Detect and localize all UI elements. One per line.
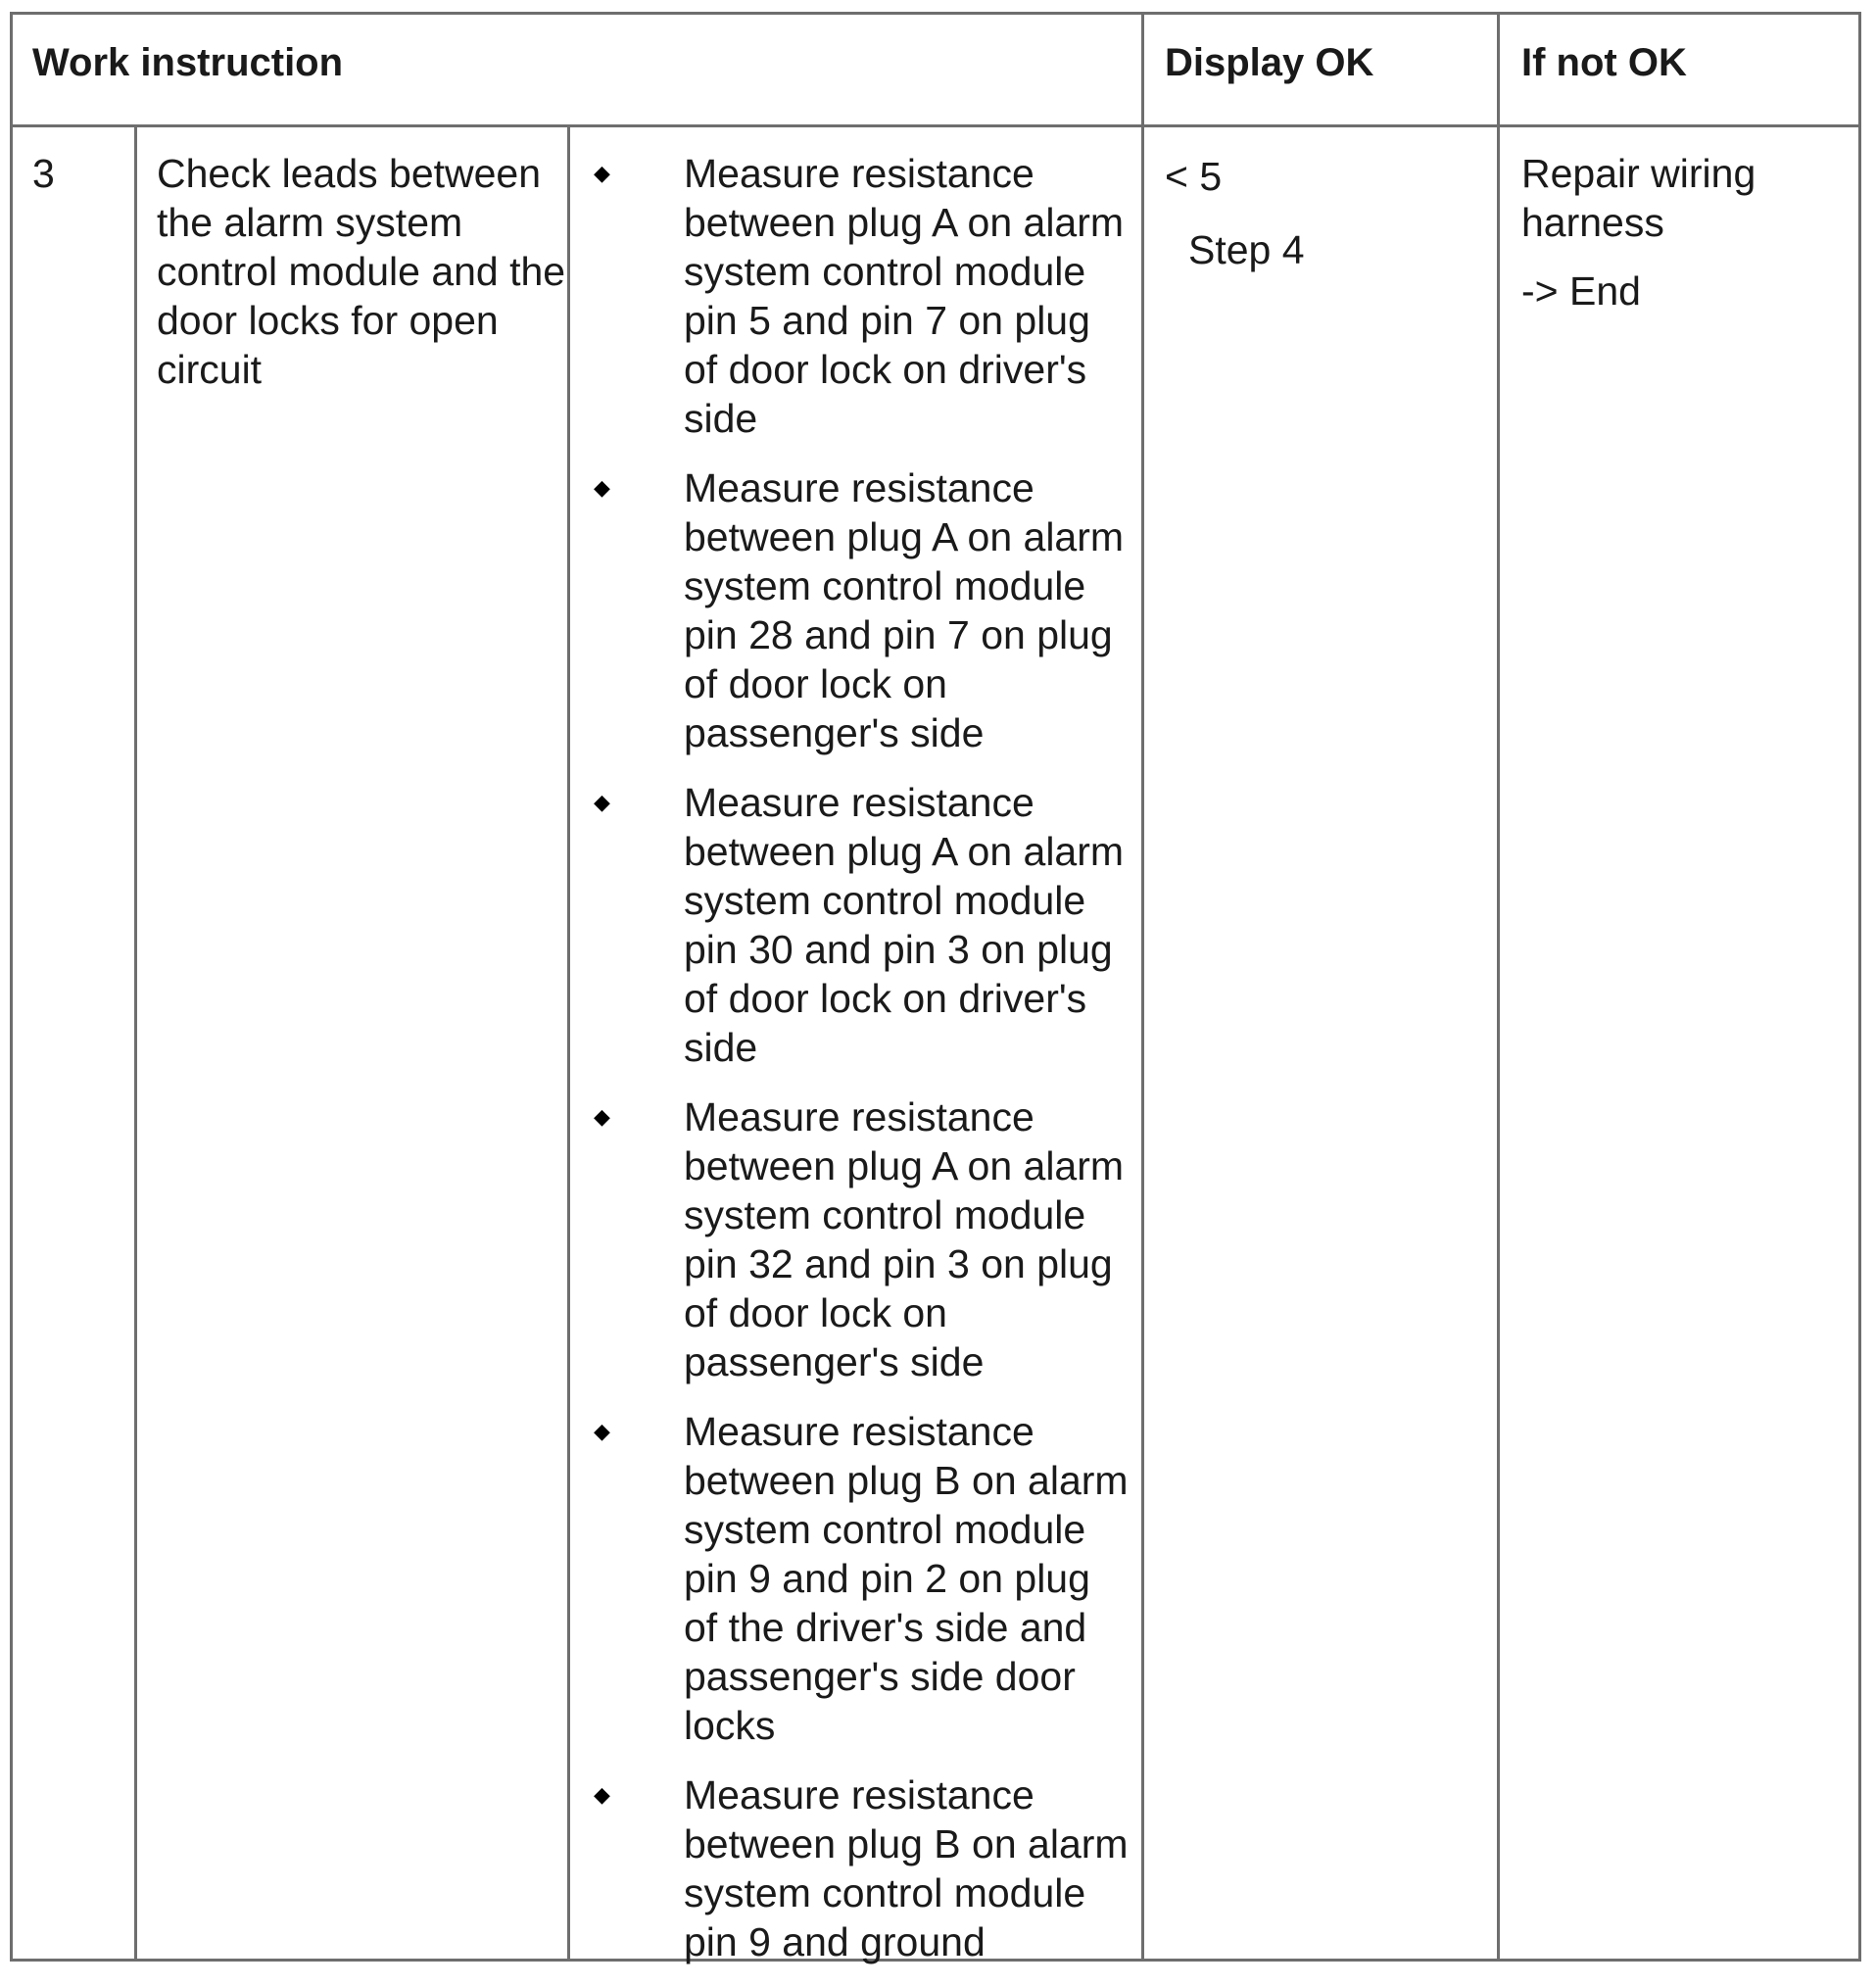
diamond-bullet-icon: ◆ — [594, 1104, 610, 1129]
list-item — [576, 1092, 1134, 1386]
list-item — [576, 1770, 1134, 1966]
measurement-text: Measure resistance between plug A on alarm system control module pin 28 and pin 7 on plug of door lock on passenger's side — [684, 465, 1125, 755]
list-item — [576, 778, 1134, 1072]
display-ok-next-step: Step 4 — [1188, 227, 1305, 272]
list-item — [576, 1407, 1134, 1750]
step-number: 3 — [32, 151, 55, 196]
step-description: Check leads between the alarm system control module and the door locks for open circuit — [157, 151, 566, 392]
measurement-text: Measure resistance between plug B on alarm system control module pin 9 and pin 2 on plug of the driver's side and passenger's side door locks — [684, 1409, 1129, 1748]
list-item — [576, 463, 1134, 757]
measurement-text: Measure resistance between plug A on alarm system control module pin 32 and pin 3 on plug of door lock on passenger's side — [684, 1094, 1125, 1384]
diamond-bullet-icon: ◆ — [594, 475, 610, 500]
column-divider-display-ok — [1141, 15, 1144, 1959]
measurement-list — [576, 149, 1134, 1987]
if-not-ok-action: Repair wiring harness — [1521, 151, 1756, 245]
header-display-ok: Display OK — [1165, 41, 1374, 84]
list-item — [576, 149, 1134, 443]
if-not-ok-next: -> End — [1521, 268, 1641, 314]
header-if-not-ok: If not OK — [1521, 41, 1687, 84]
column-divider-if-not-ok — [1497, 15, 1500, 1959]
display-ok-value: < 5 — [1165, 154, 1223, 199]
diamond-bullet-icon: ◆ — [594, 1782, 610, 1807]
column-divider-description — [567, 127, 570, 1959]
diamond-bullet-icon: ◆ — [594, 790, 610, 814]
header-work-instruction: Work instruction — [32, 41, 344, 84]
measurement-text: Measure resistance between plug A on alarm system control module pin 30 and pin 3 on plug of door lock on driver's side — [684, 780, 1125, 1070]
work-instruction-table — [10, 12, 1861, 1962]
diamond-bullet-icon: ◆ — [594, 1419, 610, 1443]
column-divider-step — [134, 127, 137, 1959]
measurement-text: Measure resistance between plug B on alarm system control module pin 9 and ground — [684, 1772, 1129, 1964]
diamond-bullet-icon: ◆ — [594, 161, 610, 185]
measurement-text: Measure resistance between plug A on alarm system control module pin 5 and pin 7 on plug of door lock on driver's side — [684, 151, 1125, 441]
